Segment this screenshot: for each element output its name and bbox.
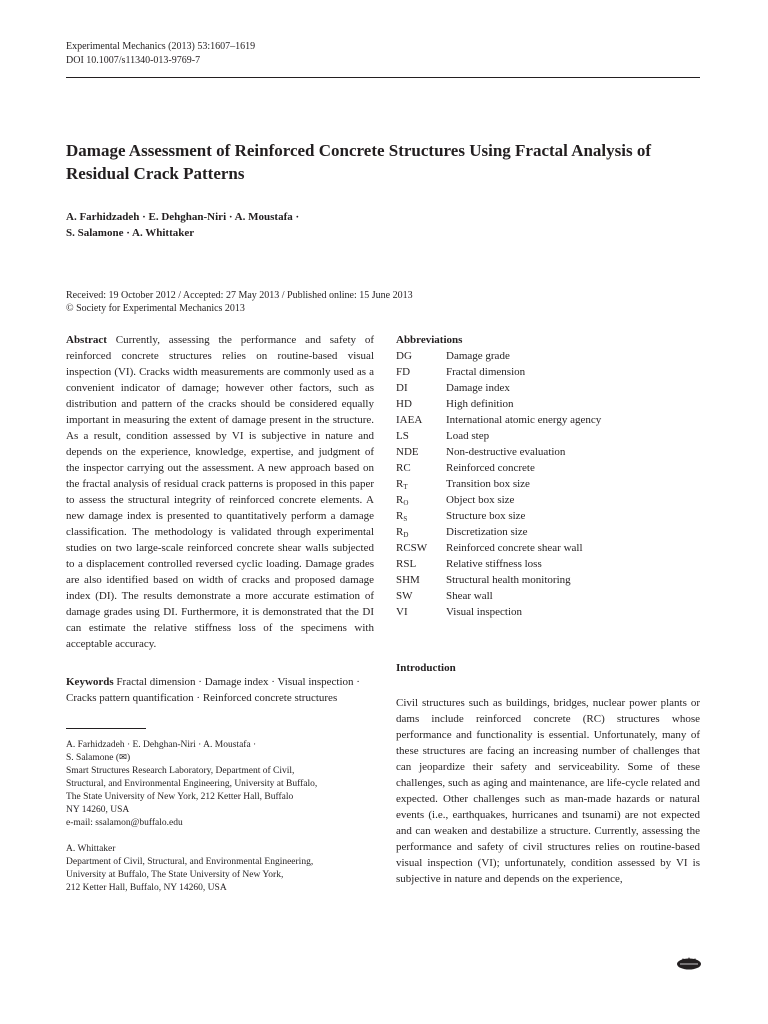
abbreviation-definition: Structure box size bbox=[446, 510, 526, 522]
abbreviations-list bbox=[396, 348, 700, 620]
abbreviation-term bbox=[396, 412, 446, 428]
abbreviation-term-text: R bbox=[396, 494, 404, 506]
abbreviation-definition: Reinforced concrete shear wall bbox=[446, 542, 583, 554]
affiliation-line: University at Buffalo, The State University of New York, bbox=[66, 870, 284, 880]
abbreviation-term bbox=[396, 364, 446, 380]
affiliation-line: A. Whittaker bbox=[66, 844, 116, 854]
abbreviation-term-text: IAEA bbox=[396, 414, 423, 426]
abbreviation-term-text: SW bbox=[396, 590, 413, 602]
abbreviation-row bbox=[396, 492, 700, 508]
header-rule bbox=[66, 77, 700, 78]
abbreviation-definition: Reinforced concrete bbox=[446, 462, 535, 474]
author-line-1: A. Farhidzadeh · E. Dehghan-Niri · A. Moustafa · bbox=[66, 211, 300, 223]
affiliation-line: Department of Civil, Structural, and Environmental Engineering, bbox=[66, 857, 314, 867]
abbreviation-row bbox=[396, 572, 700, 588]
journal-header bbox=[66, 40, 255, 68]
abbreviation-definition: Shear wall bbox=[446, 590, 493, 602]
affiliation-rule bbox=[66, 728, 146, 729]
abbreviation-definition: International atomic energy agency bbox=[446, 414, 602, 426]
abbreviation-term-text: NDE bbox=[396, 446, 419, 458]
abbreviation-term-text: HD bbox=[396, 398, 412, 410]
abbreviation-definition: High definition bbox=[446, 398, 514, 410]
publication-dates bbox=[66, 289, 566, 315]
copyright-notice: © Society for Experimental Mechanics 2013 bbox=[66, 303, 245, 314]
abbreviation-term bbox=[396, 572, 446, 588]
affiliation-line: Structural, and Environmental Engineering, University at Buffalo, bbox=[66, 779, 318, 789]
journal-citation: Experimental Mechanics (2013) 53:1607–1619 bbox=[66, 41, 256, 52]
abbreviation-term-text: DG bbox=[396, 350, 412, 362]
abbreviation-term bbox=[396, 396, 446, 412]
abbreviations-title: Abbreviations bbox=[396, 334, 463, 346]
abbreviation-term-text: RSL bbox=[396, 558, 417, 570]
doi: DOI 10.1007/s11340-013-9769-7 bbox=[66, 55, 201, 66]
abbreviation-term bbox=[396, 540, 446, 556]
affiliation-email[interactable]: e-mail: ssalamon@buffalo.edu bbox=[66, 818, 183, 828]
article-title: Damage Assessment of Reinforced Concrete Structures Using Fractal Analysis of Residual Crack Patterns bbox=[66, 141, 652, 183]
abbreviation-term bbox=[396, 428, 446, 444]
abbreviation-row bbox=[396, 396, 700, 412]
abbreviation-row bbox=[396, 348, 700, 364]
abbreviation-term-subscript: T bbox=[403, 483, 408, 491]
abbreviation-term bbox=[396, 348, 446, 364]
abbreviation-term bbox=[396, 380, 446, 396]
abbreviation-term bbox=[396, 508, 446, 524]
abbreviation-row bbox=[396, 540, 700, 556]
abbreviation-definition: Load step bbox=[446, 430, 490, 442]
author-line-2: S. Salamone · A. Whittaker bbox=[66, 227, 195, 239]
abbreviation-term bbox=[396, 588, 446, 604]
abbreviation-definition: Discretization size bbox=[446, 526, 528, 538]
affiliation-spacer bbox=[66, 830, 374, 843]
abbreviation-term-subscript: D bbox=[403, 531, 409, 539]
keywords-text: Fractal dimension · Damage index · Visual inspection · Cracks pattern quantification · Reinforced concrete structures bbox=[66, 676, 360, 704]
right-column bbox=[396, 332, 700, 887]
abbreviation-definition: Non-destructive evaluation bbox=[446, 446, 566, 458]
abbreviation-term-text: R bbox=[396, 478, 404, 490]
abbreviation-definition: Structural health monitoring bbox=[446, 574, 571, 586]
abbreviation-term bbox=[396, 476, 446, 492]
abbreviation-row bbox=[396, 444, 700, 460]
introduction-heading: Introduction bbox=[396, 662, 456, 674]
publication-history: Received: 19 October 2012 / Accepted: 27 May 2013 / Published online: 15 June 2013 bbox=[66, 290, 413, 301]
affiliation-line: NY 14260, USA bbox=[66, 805, 130, 815]
abbreviation-definition: Fractal dimension bbox=[446, 366, 526, 378]
abbreviation-term-text: LS bbox=[396, 430, 409, 442]
abbreviation-row bbox=[396, 588, 700, 604]
affiliation-line: The State University of New York, 212 Ketter Hall, Buffalo bbox=[66, 792, 294, 802]
abstract bbox=[66, 332, 374, 652]
abbreviation-row bbox=[396, 524, 700, 540]
affiliations bbox=[66, 739, 374, 895]
abbreviation-term bbox=[396, 460, 446, 476]
introduction-text: Civil structures such as buildings, bridges, nuclear power plants or dams include reinforced concrete (RC) structures whose performance and functionality is essential. Unfortunately, many of these structures are facing an increasing number of challenges that can jeopardize their safety and serviceability. Some of these challenges, such as aging and maintenance, are life-cycle related and expected. Other challenges such as man-made hazards or natural events (i.e., earthquakes, hurricanes and tsunami) are not expected and can weaken and destabilize a structure. Currently, assessing the performance and safety of civil structures relies on routine-based visual inspection (VI); unfortunately, condition assessed by VI is subjective in nature and depends on the experience, bbox=[396, 697, 700, 885]
affiliation-line: S. Salamone (✉) bbox=[66, 753, 131, 763]
abbreviation-row bbox=[396, 364, 700, 380]
abbreviation-term bbox=[396, 492, 446, 508]
keywords bbox=[66, 674, 374, 706]
left-column bbox=[66, 332, 374, 895]
affiliation-line: 212 Ketter Hall, Buffalo, NY 14260, USA bbox=[66, 883, 227, 893]
abbreviation-term-text: RCSW bbox=[396, 542, 428, 554]
keywords-label: Keywords bbox=[66, 676, 114, 688]
abbreviation-term-subscript: O bbox=[403, 499, 409, 507]
abbreviation-definition: Damage grade bbox=[446, 350, 510, 362]
abbreviation-term bbox=[396, 444, 446, 460]
abbreviation-row bbox=[396, 556, 700, 572]
affiliation-line: Smart Structures Research Laboratory, Department of Civil, bbox=[66, 766, 295, 776]
abbreviation-definition: Damage index bbox=[446, 382, 510, 394]
abstract-label: Abstract bbox=[66, 334, 107, 346]
abbreviation-definition: Visual inspection bbox=[446, 606, 523, 618]
abbreviation-term-text: FD bbox=[396, 366, 411, 378]
abbreviation-term bbox=[396, 524, 446, 540]
abbreviation-term-text: VI bbox=[396, 606, 408, 618]
abbreviation-term bbox=[396, 556, 446, 572]
abstract-text: Currently, assessing the performance and safety of reinforced concrete structures relies on routine-based visual inspection (VI). Cracks width measurements are commonly used as a convenient indicator of damage; however other factors, such as distribution and pattern of the cracks should be considered equally important in measuring the extent of damage present in the structure. As a result, condition assessed by VI is subjective in nature and depends on the experience, knowledge, expertise, and judgment of the inspector carrying out the assessment. A new approach based on the fractal analysis of residual crack patterns is proposed in this paper to assess the structural integrity of reinforced concrete elements. A new damage index is presented to quantitatively perform a damage classification. The methodology is validated through experimental studies on two large-scale reinforced concrete shear walls subjected to a displacement controlled reversed cyclic loading. Damage grades are also identified based on width of cracks and proposed damage index (DI). The results demonstrate a more accurate estimation of damage grades using DI. Furthermore, it is demonstrated that the DI can estimate the relative stiffness loss of the specimens with acceptable accuracy. bbox=[66, 334, 375, 650]
abbreviation-row bbox=[396, 604, 700, 620]
abbreviation-row bbox=[396, 380, 700, 396]
abbreviation-row bbox=[396, 476, 700, 492]
affiliation-line: A. Farhidzadeh · E. Dehghan-Niri · A. Moustafa · bbox=[66, 740, 257, 750]
abbreviation-row bbox=[396, 460, 700, 476]
abbreviation-row bbox=[396, 428, 700, 444]
abbreviation-row bbox=[396, 412, 700, 428]
abbreviation-definition: Relative stiffness loss bbox=[446, 558, 542, 570]
abbreviation-definition: Object box size bbox=[446, 494, 515, 506]
author-list bbox=[66, 209, 466, 241]
abbreviation-term bbox=[396, 604, 446, 620]
abbreviation-term-text: SHM bbox=[396, 574, 420, 586]
abbreviation-term-text: R bbox=[396, 526, 404, 538]
abbreviation-term-text: RC bbox=[396, 462, 411, 474]
abbreviation-term-text: DI bbox=[396, 382, 408, 394]
abbreviation-definition: Transition box size bbox=[446, 478, 530, 490]
abbreviation-term-text: R bbox=[396, 510, 404, 522]
springer-logo-icon bbox=[676, 955, 702, 971]
abbreviation-row bbox=[396, 508, 700, 524]
abbreviation-term-subscript: S bbox=[403, 515, 408, 523]
